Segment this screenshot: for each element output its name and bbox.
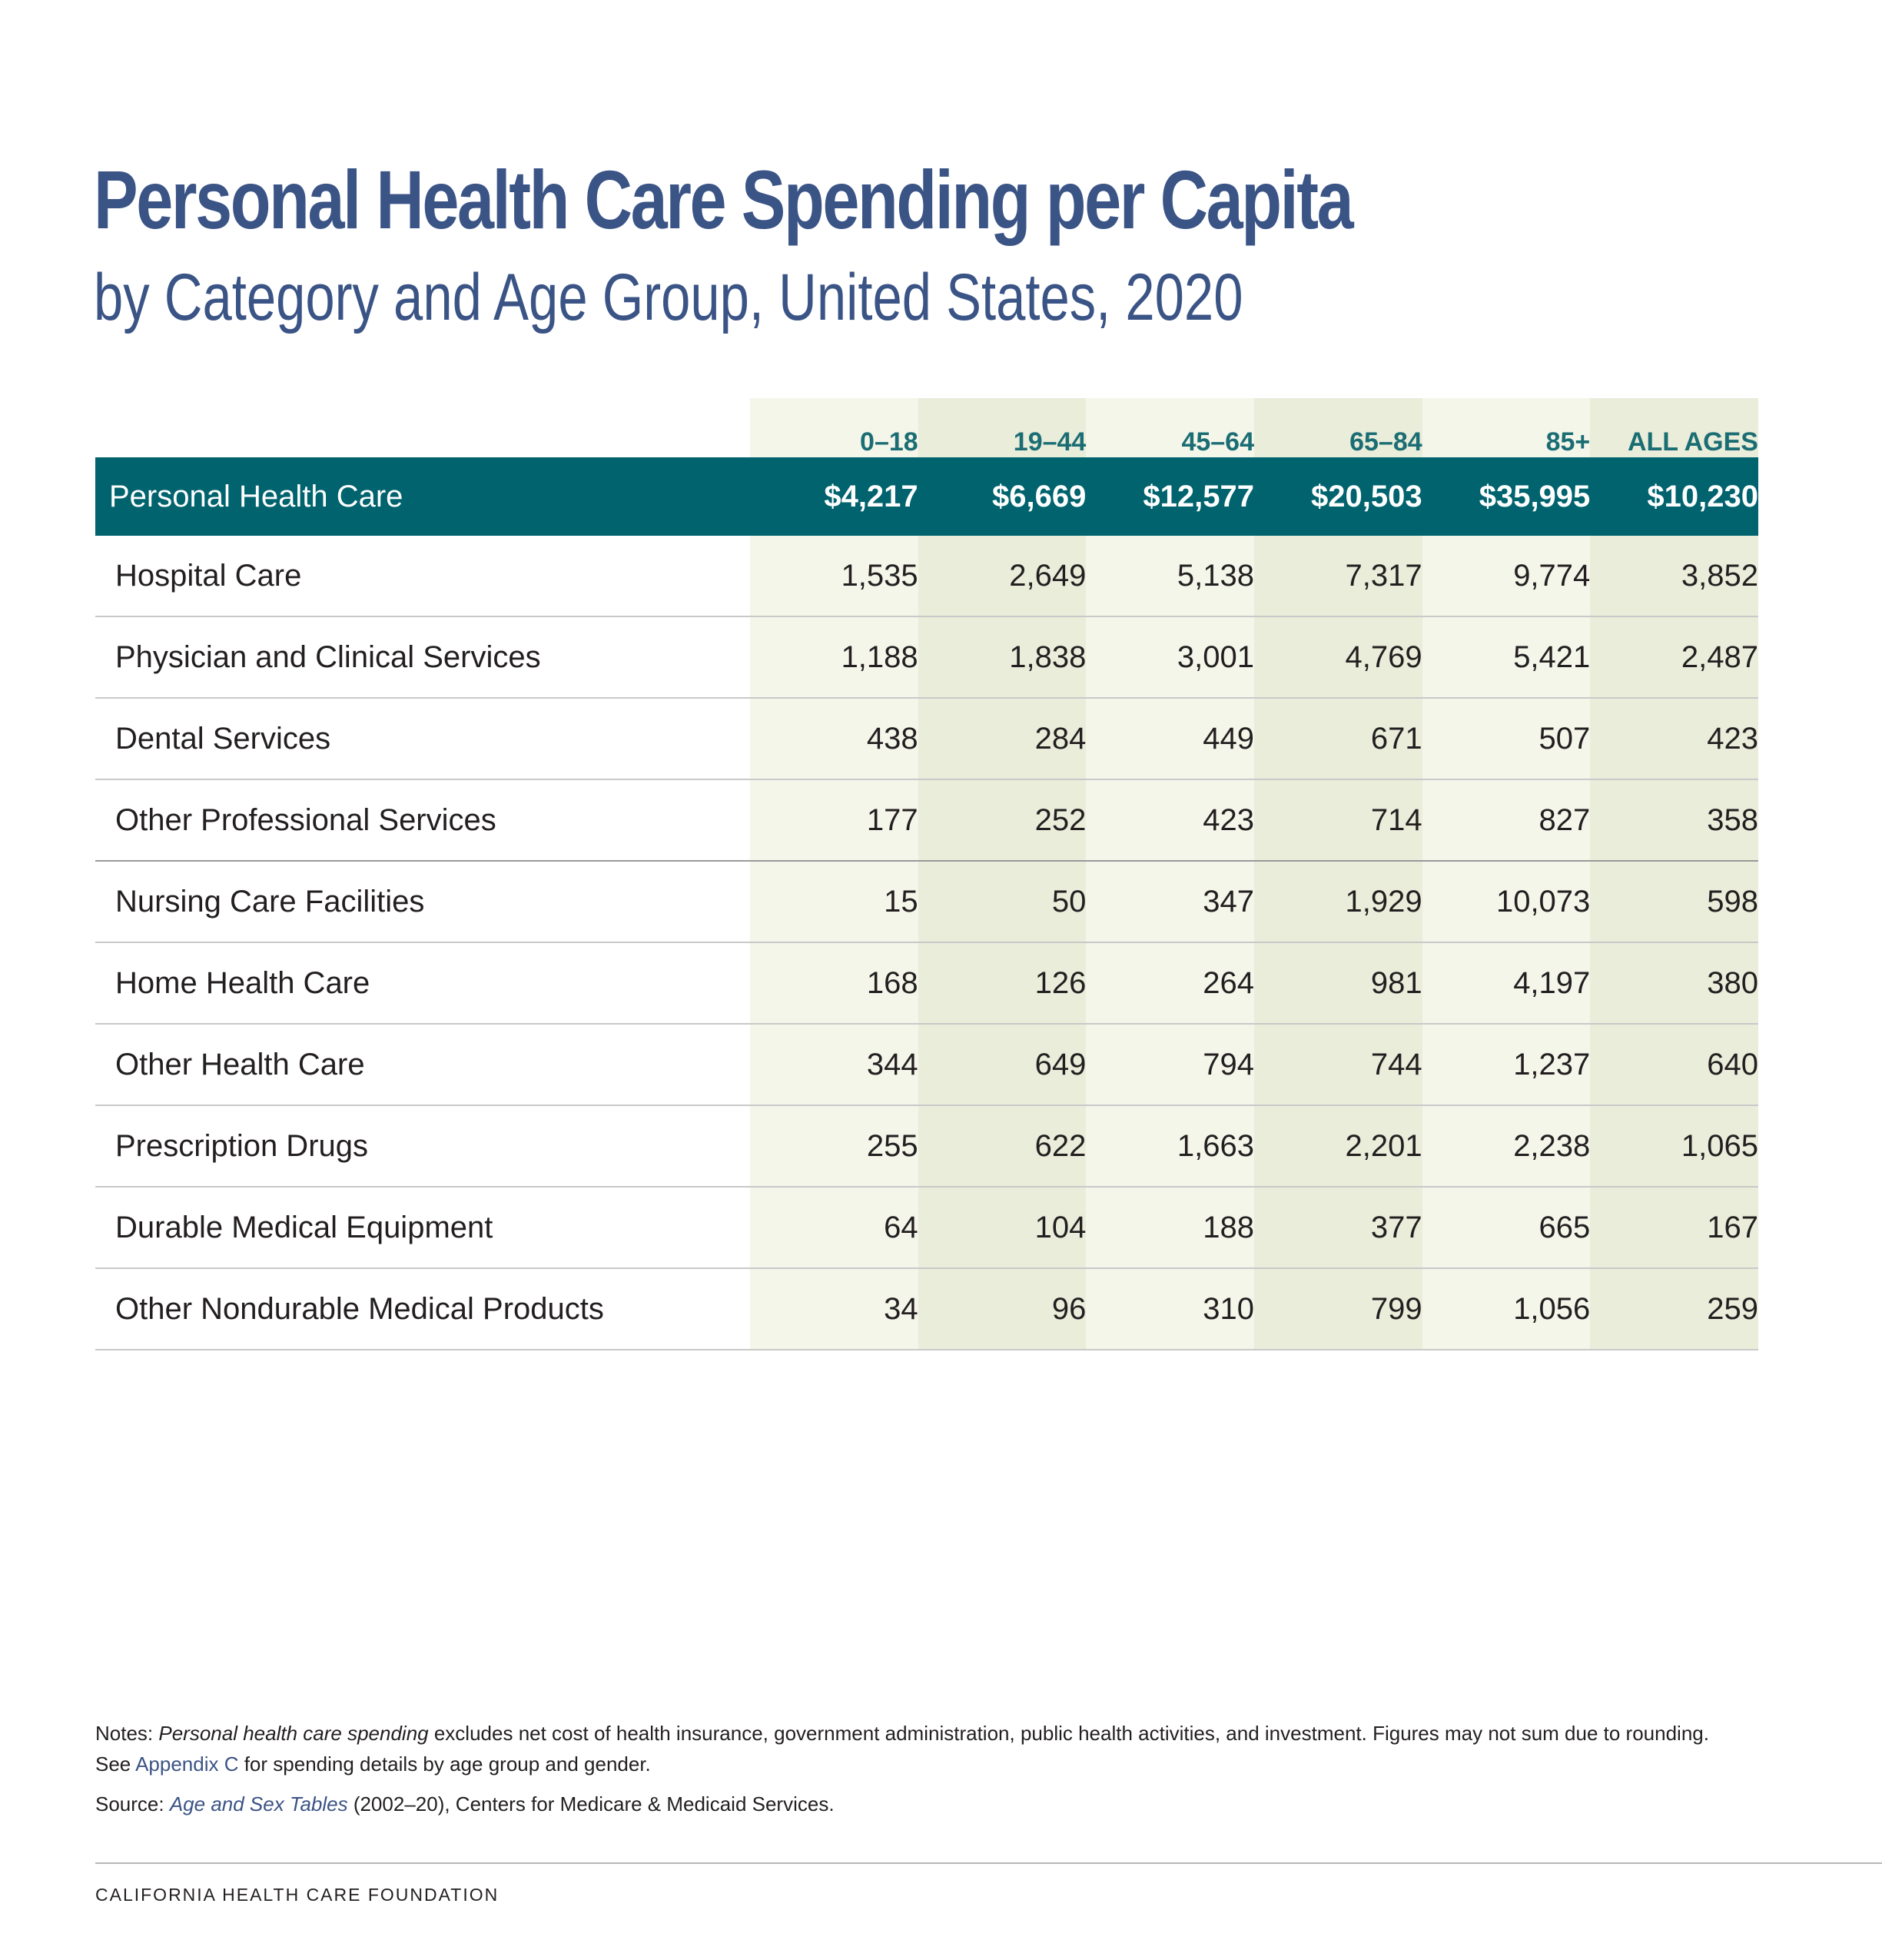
notes-see-prefix: See — [95, 1752, 136, 1776]
table-cell: 598 — [1590, 861, 1758, 942]
table-cell: 9,774 — [1422, 536, 1591, 616]
table-cell: 2,487 — [1590, 616, 1758, 698]
table-cell: 714 — [1254, 779, 1422, 861]
row-label: Other Professional Services — [95, 779, 750, 861]
source-text — [95, 1789, 1824, 1819]
table-cell: 1,188 — [750, 616, 918, 698]
table-cell: 380 — [1590, 942, 1758, 1024]
table-cell: 622 — [918, 1105, 1087, 1187]
notes-text — [95, 1718, 1824, 1779]
table-cell: 671 — [1254, 698, 1422, 779]
table-cell: 34 — [750, 1268, 918, 1350]
table-cell: 347 — [1086, 861, 1254, 942]
row-label: Other Nondurable Medical Products — [95, 1268, 750, 1350]
row-label: Prescription Drugs — [95, 1105, 750, 1187]
table-cell: $6,669 — [918, 457, 1087, 536]
table-cell: 2,649 — [918, 536, 1087, 616]
table-cell: 1,237 — [1422, 1024, 1591, 1105]
page-subtitle: by Category and Age Group, United States, 2020 — [94, 261, 1243, 334]
footer-organization: CALIFORNIA HEALTH CARE FOUNDATION — [95, 1885, 500, 1905]
table-cell: 649 — [918, 1024, 1087, 1105]
column-header: 19–44 — [918, 398, 1087, 457]
table-cell: 3,001 — [1086, 616, 1254, 698]
row-label: Personal Health Care — [95, 457, 750, 536]
appendix-link[interactable]: Appendix C — [135, 1752, 239, 1776]
table-header-row — [95, 398, 1758, 457]
table-cell: 449 — [1086, 698, 1254, 779]
table-cell: 1,663 — [1086, 1105, 1254, 1187]
table-cell: 640 — [1590, 1024, 1758, 1105]
table-cell: 744 — [1254, 1024, 1422, 1105]
table-cell: 1,056 — [1422, 1268, 1591, 1350]
table-cell: 1,929 — [1254, 861, 1422, 942]
total-row — [95, 457, 1758, 536]
table-cell: 981 — [1254, 942, 1422, 1024]
table-cell: 104 — [918, 1187, 1087, 1268]
table-cell: 2,238 — [1422, 1105, 1591, 1187]
table-cell: 344 — [750, 1024, 918, 1105]
table-cell: 5,138 — [1086, 536, 1254, 616]
table-cell: 50 — [918, 861, 1087, 942]
row-label: Home Health Care — [95, 942, 750, 1024]
notes-prefix: Notes: — [95, 1722, 159, 1745]
table-row — [95, 1024, 1758, 1105]
row-label: Nursing Care Facilities — [95, 861, 750, 942]
table-cell: 255 — [750, 1105, 918, 1187]
notes-see-suffix: for spending details by age group and gender. — [238, 1752, 651, 1776]
table-row — [95, 1268, 1758, 1350]
table-cell: 423 — [1086, 779, 1254, 861]
table-cell: 794 — [1086, 1024, 1254, 1105]
table-cell: $20,503 — [1254, 457, 1422, 536]
table-cell: 10,073 — [1422, 861, 1591, 942]
notes-block — [95, 1718, 1824, 1819]
header-blank-cell — [95, 398, 750, 457]
row-label: Hospital Care — [95, 536, 750, 616]
table-cell: 438 — [750, 698, 918, 779]
table-cell: $35,995 — [1422, 457, 1591, 536]
table-cell: 827 — [1422, 779, 1591, 861]
table-row — [95, 616, 1758, 698]
table-cell: 799 — [1254, 1268, 1422, 1350]
table-cell: 126 — [918, 942, 1087, 1024]
column-header: 0–18 — [750, 398, 918, 457]
table-cell: 252 — [918, 779, 1087, 861]
table-cell: 507 — [1422, 698, 1591, 779]
table-row — [95, 1187, 1758, 1268]
table-cell: 264 — [1086, 942, 1254, 1024]
table-cell: 5,421 — [1422, 616, 1591, 698]
table-cell: 284 — [918, 698, 1087, 779]
table-cell: $10,230 — [1590, 457, 1758, 536]
spending-table — [95, 398, 1758, 1350]
table-cell: 1,838 — [918, 616, 1087, 698]
table-cell: 15 — [750, 861, 918, 942]
table-cell: $4,217 — [750, 457, 918, 536]
column-header: 45–64 — [1086, 398, 1254, 457]
table-cell: 310 — [1086, 1268, 1254, 1350]
table-cell: $12,577 — [1086, 457, 1254, 536]
table-cell: 4,197 — [1422, 942, 1591, 1024]
notes-body: excludes net cost of health insurance, government administration, public health activities, and investment. Figures may not sum due to rounding. — [428, 1722, 1709, 1745]
table-cell: 188 — [1086, 1187, 1254, 1268]
table-cell: 3,852 — [1590, 536, 1758, 616]
table-cell: 167 — [1590, 1187, 1758, 1268]
table-cell: 358 — [1590, 779, 1758, 861]
table-row — [95, 779, 1758, 861]
table-cell: 168 — [750, 942, 918, 1024]
table-row — [95, 698, 1758, 779]
source-link[interactable]: Age and Sex Tables — [169, 1792, 348, 1815]
table-cell: 423 — [1590, 698, 1758, 779]
table-cell: 177 — [750, 779, 918, 861]
table-cell: 96 — [918, 1268, 1087, 1350]
footer-divider — [95, 1862, 1882, 1864]
row-label: Dental Services — [95, 698, 750, 779]
table-cell: 4,769 — [1254, 616, 1422, 698]
table-cell: 2,201 — [1254, 1105, 1422, 1187]
column-header: 65–84 — [1254, 398, 1422, 457]
row-label: Durable Medical Equipment — [95, 1187, 750, 1268]
column-header: 85+ — [1422, 398, 1591, 457]
table-cell: 64 — [750, 1187, 918, 1268]
table-cell: 1,065 — [1590, 1105, 1758, 1187]
table-cell: 259 — [1590, 1268, 1758, 1350]
source-prefix: Source: — [95, 1792, 170, 1815]
row-label: Other Health Care — [95, 1024, 750, 1105]
table-cell: 665 — [1422, 1187, 1591, 1268]
column-header: ALL AGES — [1590, 398, 1758, 457]
table-cell: 7,317 — [1254, 536, 1422, 616]
table-row — [95, 1105, 1758, 1187]
source-suffix: (2002–20), Centers for Medicare & Medicaid Services. — [347, 1792, 835, 1815]
table-row — [95, 942, 1758, 1024]
table-cell: 1,535 — [750, 536, 918, 616]
page-title: Personal Health Care Spending per Capita — [94, 153, 1353, 246]
notes-term: Personal health care spending — [158, 1722, 429, 1745]
table-row — [95, 861, 1758, 942]
row-label: Physician and Clinical Services — [95, 616, 750, 698]
table-cell: 377 — [1254, 1187, 1422, 1268]
table-row — [95, 536, 1758, 616]
